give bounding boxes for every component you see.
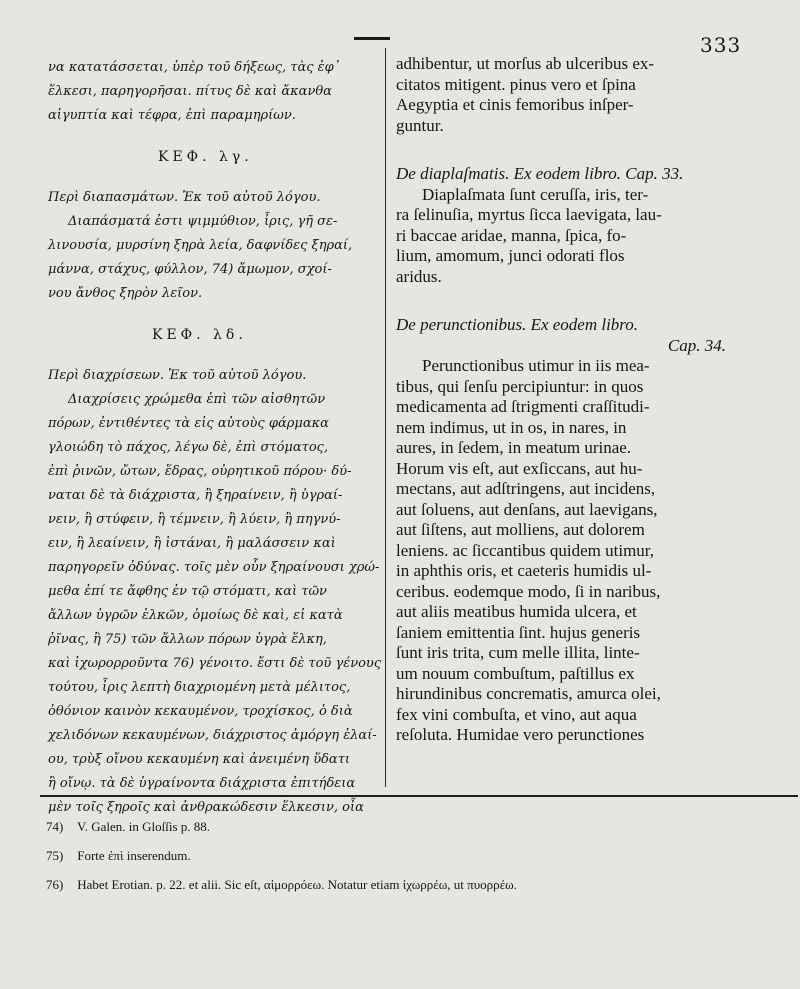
latin-line: medicamenta ad ſtrigmenti craſſitudi- [396, 397, 650, 416]
latin-line: guntur. [396, 115, 444, 135]
latin-line: citatos mitigent. pinus vero et ſpina [396, 74, 636, 94]
latin-line: um nouum combuſtum, paſtillus ex [396, 663, 635, 683]
latin-line: nem indimus, ut in os, in nares, in [396, 417, 627, 437]
latin-line: ceribus. eodemque modo, ſi in naribus, [396, 581, 661, 601]
greek-chapter-heading: ΚΕΦ. λγ. [158, 149, 253, 165]
greek-chapter-heading: ΚΕΦ. λδ. [152, 327, 247, 343]
greek-line: ἢ οἴνῳ. τὰ δὲ ὑγραίνοντα διάχριστα ἐπιτήδεια [48, 776, 356, 791]
greek-line: ῥῖνας, ἢ 75) τῶν ἄλλων πόρων ὑγρὰ ἕλκη, [48, 632, 327, 647]
greek-line: να κατατάσσεται, ὑπὲρ τοῦ δήξεως, τὰς ἐφ᾽ [48, 60, 341, 75]
latin-text-column [396, 54, 766, 746]
latin-line: adhibentur, ut morſus ab ulceribus ex- [396, 54, 655, 73]
greek-line: Περὶ διαχρίσεων. Ἐκ τοῦ αὐτοῦ λόγου. [48, 368, 307, 383]
greek-line: Περὶ διαπασμάτων. Ἐκ τοῦ αὐτοῦ λόγου. [48, 190, 321, 205]
greek-line: χελιδόνων κεκαυμένων, διάχριστος ἀμόργη ἐλαί- [48, 728, 377, 743]
footnote-text: Forte ἐπὶ inserendum. [77, 848, 191, 863]
page-number: 333 [700, 33, 742, 57]
greek-line: Διαχρίσεις χρώμεθα ἐπὶ τῶν αἰσθητῶν [68, 392, 326, 407]
latin-line: Perunctionibus utimur in iis mea- [422, 356, 650, 375]
footnote-rule [40, 795, 798, 797]
greek-line: ἕλκεσι, παρηγορῆσαι. πίτυς δὲ καὶ ἄκανθα [48, 84, 332, 99]
footnote [46, 841, 786, 870]
footnotes [46, 812, 786, 899]
latin-line: hirundinibus concrematis, amurca olei, [396, 684, 661, 703]
greek-line: ἐπὶ ῥινῶν, ὤτων, ἕδρας, οὐρητικοῦ πόρου· δύ- [48, 464, 352, 479]
greek-line: ἄλλων ὑγρῶν ἑλκῶν, ὁμοίως δὲ καὶ, εἰ κατὰ [48, 608, 343, 623]
greek-line: ναται δὲ τὰ διάχριστα, ἢ ξηραίνειν, ἢ ὑγραί- [48, 488, 343, 503]
footnote [46, 870, 786, 899]
greek-line: αἰγυπτία καὶ τέφρα, ἐπὶ παραμηρίων. [48, 108, 296, 123]
latin-line: tibus, qui ſenſu percipiuntur: in quos [396, 376, 644, 396]
greek-line: ου, τρὺξ οἴνου κεκαυμένη καὶ ἀνειμένη ὕδατι [48, 752, 351, 767]
latin-line: lium, amomum, junci odorati flos [396, 246, 625, 265]
latin-line: aut ſiſtens, aut molliens, aut dolorem [396, 520, 645, 539]
latin-chapter-title: De perunctionibus. Ex eodem libro. [396, 315, 639, 334]
footnote-number: 76) [46, 877, 64, 892]
latin-line: aut ſoluens, aut denſans, aut laevigans, [396, 499, 658, 519]
greek-line: λινουσία, μυρσίνη ξηρὰ λεία, δαφνίδες ξηραί, [48, 238, 353, 253]
greek-line: ὀθόνιον καινὸν κεκαυμένον, τροχίσκος, ὁ διὰ [48, 704, 353, 719]
greek-line: νου ἄνθος ξηρὸν λεῖον. [48, 286, 203, 301]
latin-line: reſoluta. Humidae vero perunctiones [396, 725, 645, 744]
latin-line: ſunt iris trita, cum melle illita, linte- [396, 643, 640, 662]
greek-line: καὶ ἰχωρορροῦντα 76) γένοιτο. ἔστι δὲ τοῦ γένους [48, 656, 382, 671]
header-rule [354, 37, 390, 40]
latin-line: aridus. [396, 266, 442, 286]
column-divider [385, 48, 386, 787]
greek-line: γλοιώδη τὸ πάχος, λέγω δὲ, ἐπὶ στόματος, [48, 440, 329, 455]
greek-line: μεθα ἐπί τε ἄφθης ἐν τῷ στόματι, καὶ τῶν [48, 584, 327, 599]
footnote [46, 812, 786, 841]
greek-line: μάννα, στάχυς, φύλλον, 74) ἄμωμον, σχοί- [48, 262, 332, 277]
greek-line: παρηγορεῖν ὀδύνας. τοῖς μὲν οὖν ξηραίνουσι χρώ- [48, 560, 380, 575]
latin-line: Horum vis eſt, aut exſiccans, aut hu- [396, 458, 643, 478]
latin-line: leniens. ac ſiccantibus quidem utimur, [396, 540, 655, 560]
latin-line: ri baccae aridae, manna, ſpica, fo- [396, 225, 627, 245]
footnote-number: 75) [46, 848, 64, 863]
latin-line: Aegyptia et cinis femoribus inſper- [396, 95, 634, 114]
greek-line: ειν, ἢ λεαίνειν, ἢ ἱστάναι, ἢ μαλάσσειν καὶ [48, 536, 336, 551]
latin-line: ſaniem emittentia ſint. hujus generis [396, 622, 641, 642]
greek-line: τούτου, ἶρις λεπτὴ διαχριομένη μετὰ μέλιτος, [48, 680, 351, 695]
footnote-text: V. Galen. in Gloſſis p. 88. [77, 819, 211, 834]
latin-line: aut aliis meatibus humida ulcera, et [396, 602, 637, 621]
footnote-number: 74) [46, 819, 64, 834]
greek-line: πόρων, ἐντιθέντες τὰ εἰς αὐτοὺς φάρμακα [48, 416, 329, 431]
latin-line: fex vini combuſta, et vino, aut aqua [396, 704, 637, 724]
latin-line: mectans, aut adſtringens, aut incidens, [396, 479, 656, 498]
latin-chapter-title: De diaplaſmatis. Ex eodem libro. Cap. 33. [396, 164, 684, 183]
greek-line: νειν, ἢ στύφειν, ἢ τέμνειν, ἢ λύειν, ἢ πηγνύ- [48, 512, 341, 527]
greek-line: μὲν τοῖς ξηροῖς καὶ ἀνθρακώδεσιν ἕλκεσιν, οἷα [48, 800, 364, 815]
latin-line: aures, in ſedem, in meatum urinae. [396, 438, 632, 457]
greek-line: Διαπάσματά ἐστι ψιμμύθιον, ἶρις, γῆ σε- [68, 214, 338, 229]
latin-chapter-cap: Cap. 34. [667, 335, 726, 355]
latin-line: ra ſelinuſia, myrtus ſicca laevigata, lau- [396, 205, 662, 224]
latin-line: in aphthis oris, et caeteris humidis ul- [396, 561, 652, 580]
footnote-text: Habet Erotian. p. 22. et alii. Sic eſt, αἱμορρόεω. Notatur etiam ἰχωρρέω, ut πυορρέω. [77, 877, 517, 892]
greek-text-column [48, 56, 382, 820]
latin-line: Diaplaſmata ſunt ceruſſa, iris, ter- [422, 184, 649, 204]
